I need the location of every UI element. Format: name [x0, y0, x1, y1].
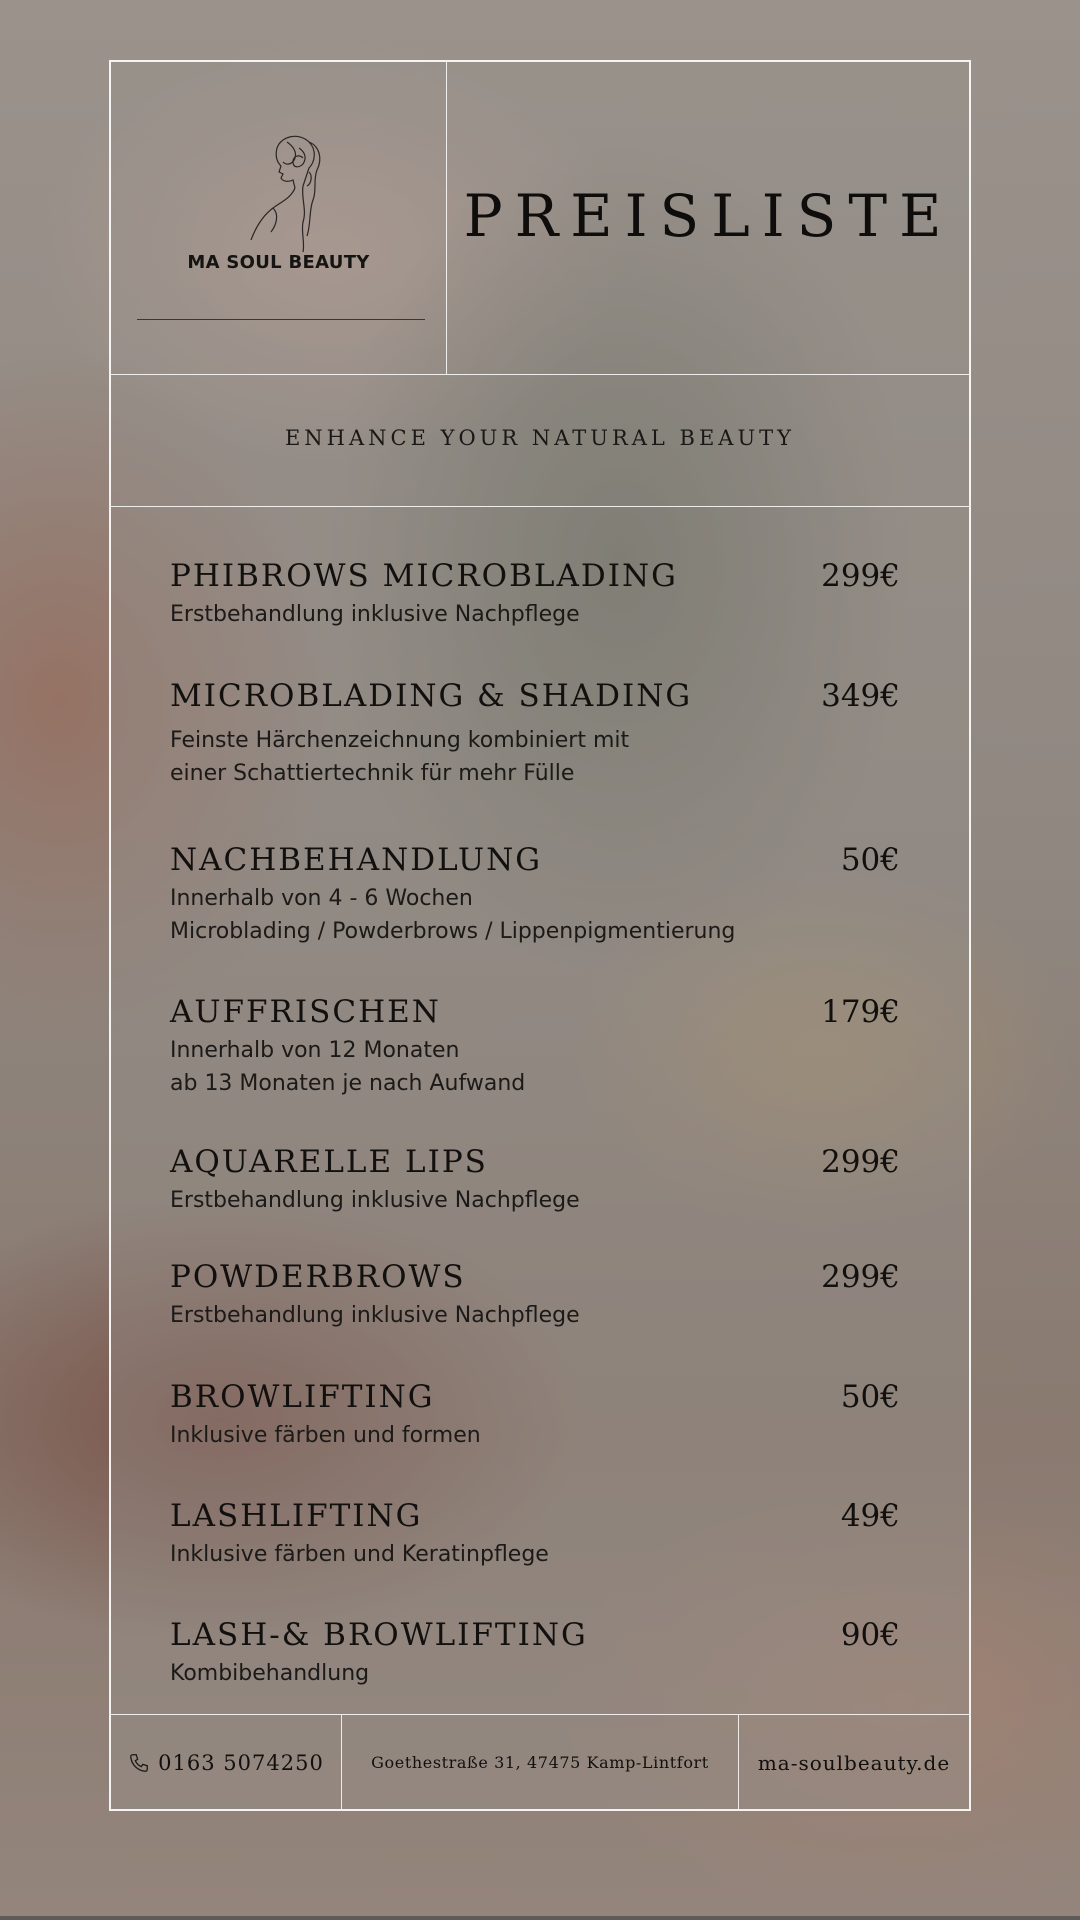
description-line: Inklusive färben und formen — [170, 1423, 481, 1448]
service-description — [170, 724, 629, 790]
service-name: POWDERBROWS — [170, 1259, 466, 1295]
description-line: einer Schattiertechnik für mehr Fülle — [170, 761, 575, 786]
service-description — [170, 1034, 525, 1100]
description-line: Feinste Härchenzeichnung kombiniert mit — [170, 728, 630, 753]
service-name: NACHBEHANDLUNG — [170, 842, 542, 878]
phone-number[interactable]: 0163 5074250 — [158, 1750, 324, 1775]
service-name: PHIBROWS MICROBLADING — [170, 558, 678, 594]
brand-name: MA SOUL BEAUTY — [187, 252, 370, 273]
service-description — [170, 882, 735, 948]
service-description — [170, 1299, 580, 1332]
service-price: 299€ — [821, 1259, 900, 1295]
service-description — [170, 1538, 549, 1571]
description-line: Erstbehandlung inklusive Nachpflege — [170, 1303, 580, 1328]
website-link[interactable]: ma-soulbeauty.de — [757, 1750, 951, 1775]
service-description — [170, 1419, 481, 1452]
price-list-card — [109, 60, 971, 1811]
service-name: BROWLIFTING — [170, 1379, 435, 1415]
service-price: 179€ — [821, 994, 900, 1030]
logo-block — [111, 62, 447, 374]
tagline: ENHANCE YOUR NATURAL BEAUTY — [284, 426, 796, 450]
service-price: 49€ — [840, 1498, 900, 1534]
page-title: PREISLISTE — [463, 182, 954, 250]
header — [111, 62, 969, 375]
description-line: Erstbehandlung inklusive Nachpflege — [170, 602, 580, 627]
footer-phone[interactable] — [111, 1715, 342, 1810]
description-line: ab 13 Monaten je nach Aufwand — [170, 1071, 526, 1096]
service-price: 90€ — [840, 1617, 900, 1653]
description-line: Erstbehandlung inklusive Nachpflege — [170, 1188, 580, 1213]
service-name: AUFFRISCHEN — [170, 994, 441, 1030]
service-name: MICROBLADING & SHADING — [170, 678, 693, 714]
description-line: Innerhalb von 4 - 6 Wochen — [170, 886, 473, 911]
service-price: 349€ — [821, 678, 900, 714]
service-price: 50€ — [840, 842, 900, 878]
service-name: LASHLIFTING — [170, 1498, 423, 1534]
service-price: 50€ — [840, 1379, 900, 1415]
tagline-row — [111, 374, 969, 507]
footer-address — [342, 1715, 739, 1810]
phone-icon — [128, 1752, 150, 1774]
service-price: 299€ — [821, 558, 900, 594]
logo-underline — [137, 319, 425, 320]
woman-face-line-art-icon — [247, 128, 327, 256]
footer-website[interactable] — [739, 1715, 969, 1810]
service-price: 299€ — [821, 1144, 900, 1180]
service-description — [170, 598, 580, 631]
address-text: Goethestraße 31, 47475 Kamp-Lintfort — [371, 1753, 709, 1772]
description-line: Microblading / Powderbrows / Lippenpigmentierung — [170, 919, 736, 944]
description-line: Innerhalb von 12 Monaten — [170, 1038, 460, 1063]
description-line: Inklusive färben und Keratinpflege — [170, 1542, 549, 1567]
service-description — [170, 1657, 369, 1690]
service-name: AQUARELLE LIPS — [170, 1144, 488, 1180]
bottom-strip — [0, 1916, 1080, 1920]
service-name: LASH-& BROWLIFTING — [170, 1617, 588, 1653]
footer — [111, 1714, 969, 1810]
service-description — [170, 1184, 580, 1217]
description-line: Kombibehandlung — [170, 1661, 370, 1686]
